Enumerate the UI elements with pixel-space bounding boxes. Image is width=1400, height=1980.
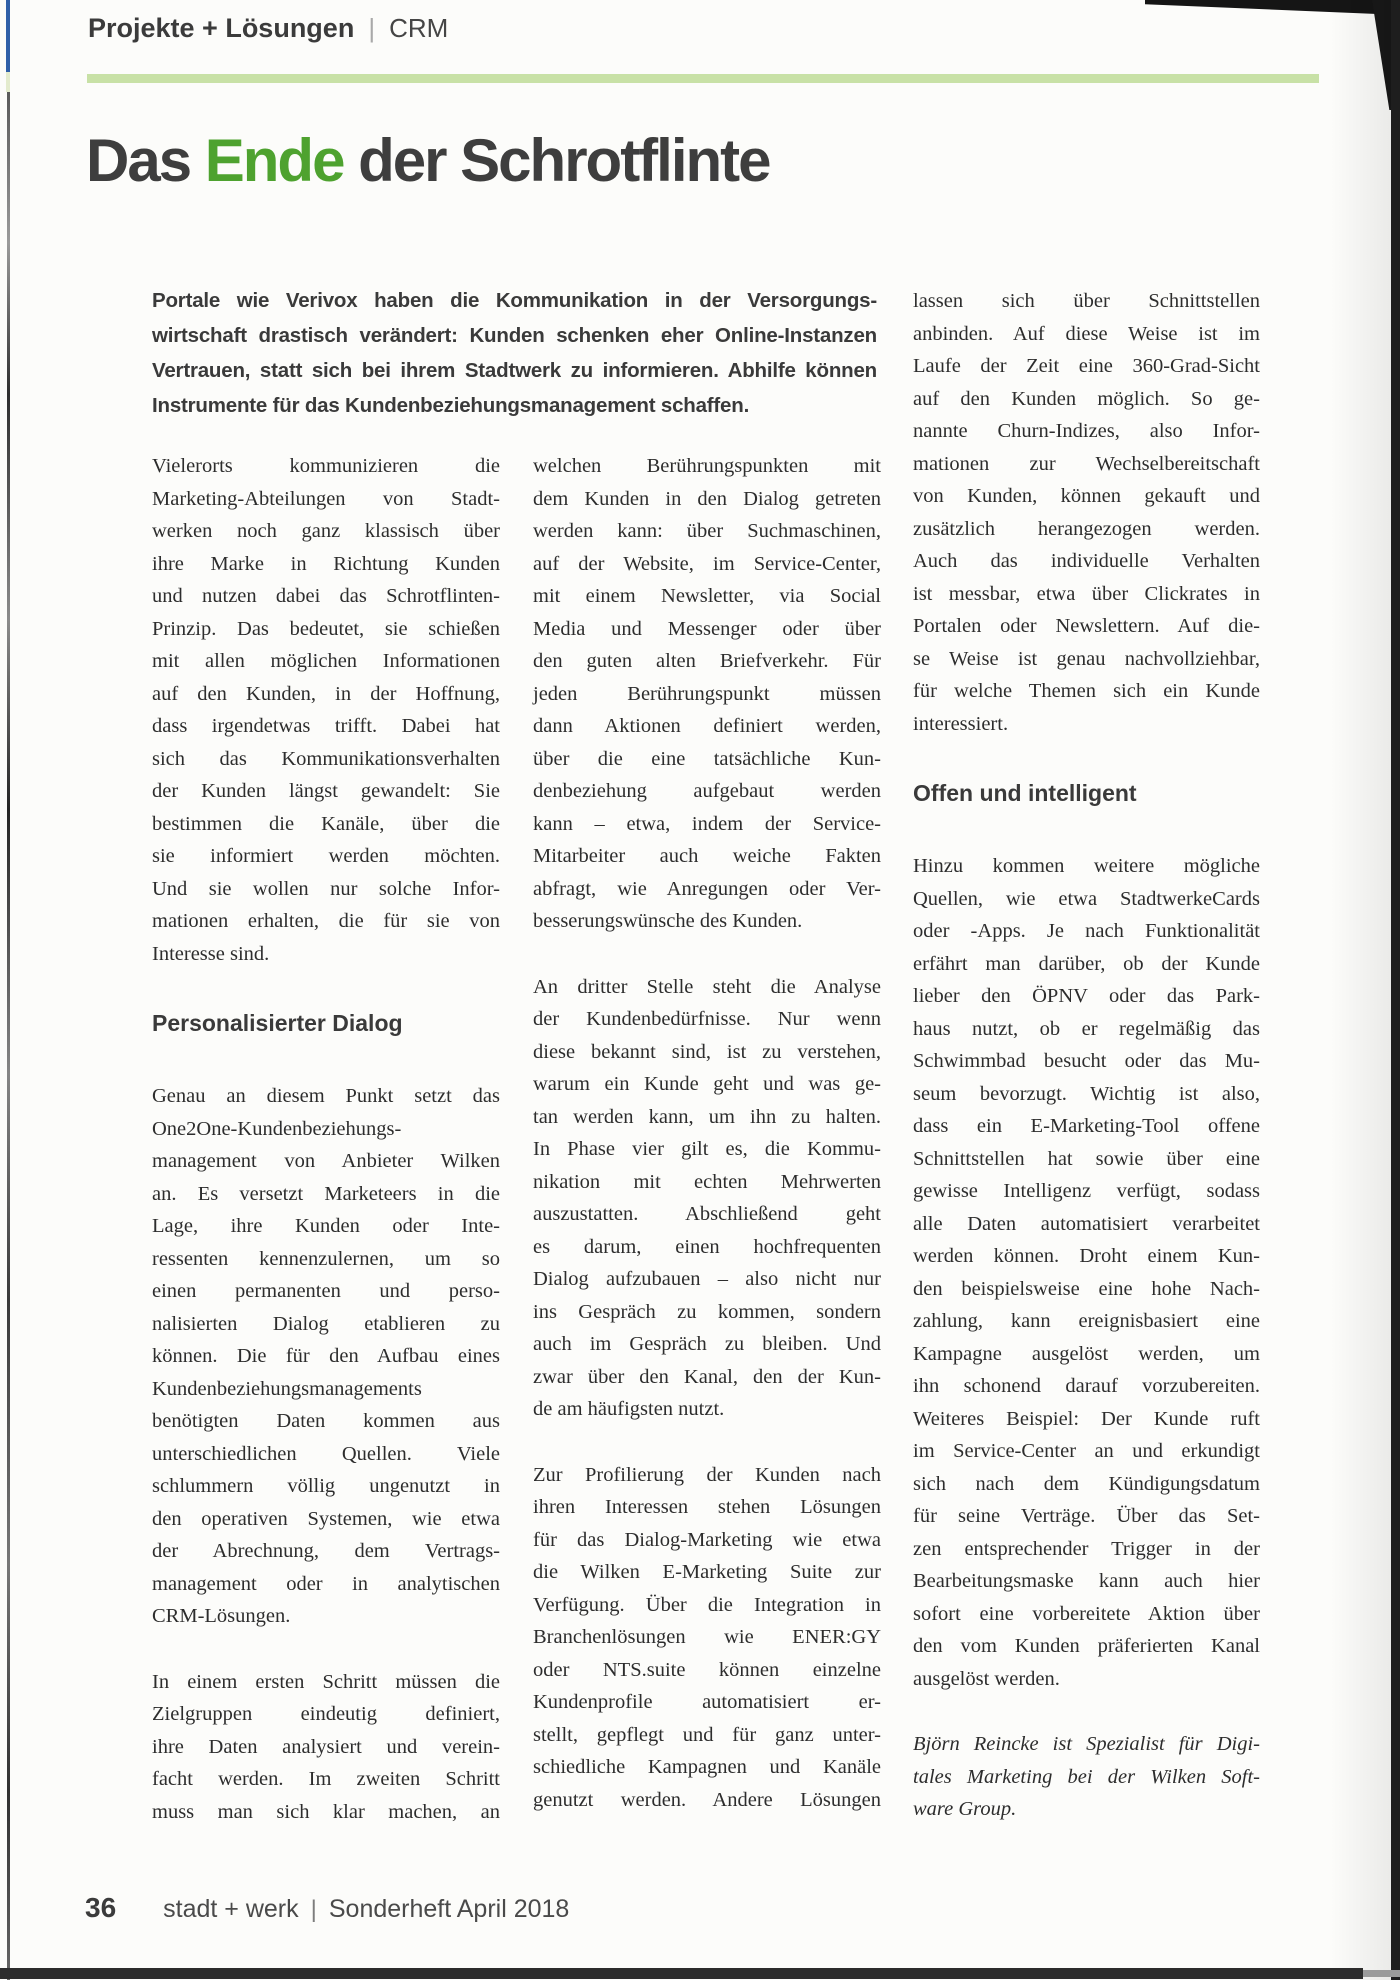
text-line: tales Marketing bei der Wilken Soft- [913, 1765, 1260, 1788]
text-line: denbeziehung aufgebaut werden [533, 780, 881, 802]
title-part-2: der Schrotflinte [343, 127, 770, 194]
scan-shadow-right-edge [1391, 0, 1400, 1980]
kicker-category-label: CRM [389, 13, 449, 43]
text-line: ist messbar, etwa über Clickrates in [913, 582, 1260, 605]
text-line: werden kann: über Suchmaschinen, [533, 520, 881, 542]
text-line: Quellen, wie etwa StadtwerkeCards [913, 887, 1260, 910]
text-line: können. Die für den Aufbau eines [152, 1345, 500, 1367]
text-line: mit einem Newsletter, via Social [533, 585, 881, 607]
text-line: Auch das individuelle Verhalten [913, 550, 1260, 572]
text-line: auf den Kunden, in der Hoffnung, [152, 682, 500, 705]
text-line: Genau an diesem Punkt setzt das [152, 1085, 500, 1107]
text-line: tan werden kann, um ihn zu halten. [533, 1105, 881, 1128]
paragraph [152, 1666, 500, 1829]
text-line: zahlung, kann ereignisbasiert eine [913, 1310, 1260, 1332]
section-kicker [88, 13, 448, 44]
author-credit [913, 1728, 1260, 1826]
text-line: mationen erhalten, die für sie von [152, 910, 500, 932]
text-column-2 [533, 450, 881, 1816]
text-line: werden können. Droht einem Kun- [913, 1245, 1260, 1267]
text-line: lieber den ÖPNV oder das Park- [913, 985, 1260, 1007]
text-line: für welche Themen sich ein Kunde [913, 680, 1260, 702]
text-line: dass ein E-Marketing-Tool offene [913, 1115, 1260, 1137]
text-line: muss man sich klar machen, an [152, 1800, 500, 1823]
text-line: Kampagne ausgelöst werden, um [913, 1342, 1260, 1365]
text-line: ihre Marke in Richtung Kunden [152, 552, 500, 575]
text-line: sie informiert werden möchten. [152, 845, 500, 867]
text-line: Interesse sind. [152, 942, 270, 965]
text-line: genutzt werden. Andere Lösungen [533, 1788, 881, 1811]
text-line: facht werden. Im zweiten Schritt [152, 1768, 500, 1790]
paragraph [533, 450, 881, 938]
text-line: CRM-Lösungen. [152, 1605, 291, 1627]
text-line: Zur Profilierung der Kunden nach [533, 1463, 881, 1486]
text-line: nikation mit echten Mehrwerten [533, 1170, 881, 1193]
text-line: an. Es versetzt Marketeers in die [152, 1182, 500, 1205]
text-line: zwar über den Kanal, den der Kun- [533, 1365, 881, 1388]
text-line: Zielgruppen eindeutig definiert, [152, 1703, 500, 1725]
text-line: der Abrechnung, dem Vertrags- [152, 1540, 500, 1562]
paragraph [913, 285, 1260, 740]
text-column-1 [152, 450, 500, 1828]
text-line: Björn Reincke ist Spezialist für Digi- [913, 1733, 1260, 1755]
kicker-separator: | [368, 13, 376, 43]
text-line: für das Dialog-Marketing wie etwa [533, 1528, 881, 1551]
text-line: ware Group. [913, 1798, 1017, 1820]
text-line: management oder in analytischen [152, 1572, 500, 1595]
text-line: diese bekannt sind, ist zu verstehen, [533, 1040, 881, 1063]
text-line: mationen zur Wechselbereitschaft [913, 452, 1260, 475]
text-line: ihn schonend darauf vorzubereiten. [913, 1375, 1260, 1397]
text-line: Laufe der Zeit eine 360-Grad-Sicht [913, 355, 1260, 377]
text-line: One2One-Kundenbeziehungs- [152, 1117, 402, 1140]
green-divider-rule [87, 74, 1319, 83]
text-line: zusätzlich herangezogen werden. [913, 517, 1260, 540]
text-line: den beispielsweise eine hohe Nach- [913, 1277, 1260, 1300]
text-line: Prinzip. Das bedeutet, sie schießen [152, 617, 500, 640]
text-line: sich das Kommunikationsverhalten [152, 747, 500, 770]
text-line: stellt, gepflegt und für ganz unter- [533, 1723, 881, 1746]
text-line: Vielerorts kommunizieren die [152, 455, 500, 477]
text-line: über die eine tatsächliche Kun- [533, 747, 881, 770]
text-column-3 [913, 285, 1260, 1826]
text-line: gewisse Intelligenz verfügt, sodass [913, 1180, 1260, 1202]
footer-separator: | [310, 1896, 317, 1923]
text-line: Kundenbeziehungsmanagements [152, 1377, 422, 1400]
text-line: Und sie wollen nur solche Infor- [152, 877, 500, 900]
text-line: Bearbeitungsmaske kann auch hier [913, 1570, 1260, 1592]
text-line: se Weise ist genau nachvollziehbar, [913, 647, 1260, 670]
text-line: Schwimmbad besucht oder das Mu- [913, 1050, 1260, 1072]
text-line: oder -Apps. Je nach Funktionalität [913, 920, 1260, 942]
text-line: im Service-Center an und erkundigt [913, 1440, 1260, 1462]
text-line: lassen sich über Schnittstellen [913, 290, 1260, 312]
scan-shadow-bottom-edge [0, 1968, 1363, 1979]
text-line: erfährt man darüber, ob der Kunde [913, 952, 1260, 975]
text-line: Weiteres Beispiel: Der Kunde ruft [913, 1407, 1260, 1430]
lead-paragraph [152, 283, 877, 423]
text-line: oder NTS.suite können einzelne [533, 1658, 881, 1681]
text-line: einen permanenten und perso- [152, 1280, 500, 1302]
text-line: kann – etwa, indem der Service- [533, 812, 881, 835]
text-line: schiedliche Kampagnen und Kanäle [533, 1756, 881, 1778]
text-line: haus nutzt, ob er regelmäßig das [913, 1017, 1260, 1040]
text-line: alle Daten automatisiert verarbeitet [913, 1212, 1260, 1235]
text-line: ins Gespräch zu kommen, sondern [533, 1300, 881, 1323]
text-line: Vertrauen, statt sich bei ihrem Stadtwerk zu informieren. Abhilfe können [152, 359, 877, 382]
text-line: welchen Berührungspunkten mit [533, 455, 881, 477]
text-line: interessiert. [913, 712, 1009, 735]
text-line: de am häufigsten nutzt. [533, 1398, 725, 1420]
kicker-section-label: Projekte + Lösungen [88, 13, 355, 43]
text-line: Media und Messenger oder über [533, 617, 881, 640]
text-line: es darum, einen hochfrequenten [533, 1235, 881, 1258]
text-line: auch im Gespräch zu bleiben. Und [533, 1333, 881, 1355]
text-line: Hinzu kommen weitere mögliche [913, 855, 1260, 877]
paragraph [152, 450, 500, 970]
page-curl-shading [1330, 0, 1391, 1980]
paragraph [533, 1459, 881, 1817]
text-line: ressenten kennenzulernen, um so [152, 1247, 500, 1270]
subheading: Offen und intelligent [913, 780, 1137, 806]
text-line: ihre Daten analysiert und verein- [152, 1735, 500, 1758]
text-line: jeden Berührungspunkt müssen [533, 682, 881, 705]
text-line: der Kunden längst gewandelt: Sie [152, 780, 500, 802]
text-line: In Phase vier gilt es, die Kommu- [533, 1138, 881, 1160]
text-line: warum ein Kunde geht und was ge- [533, 1073, 881, 1095]
title-highlight: Ende [204, 127, 344, 194]
text-line: werken noch ganz klassisch über [152, 520, 500, 542]
text-line: sofort eine vorbereitete Aktion über [913, 1602, 1260, 1625]
text-line: Marketing-Abteilungen von Stadt- [152, 487, 500, 510]
scan-edge-gray-line [7, 92, 10, 1980]
text-line: Kundenprofile automatisiert er- [533, 1691, 881, 1713]
text-line: Dialog aufzubauen – also nicht nur [533, 1268, 881, 1290]
text-line: Verfügung. Über die Integration in [533, 1593, 881, 1616]
text-line: Mitarbeiter auch weiche Fakten [533, 845, 881, 867]
text-line: Lage, ihre Kunden oder Inte- [152, 1215, 500, 1237]
text-line: dann Aktionen definiert werden, [533, 715, 881, 737]
text-line: management von Anbieter Wilken [152, 1150, 500, 1172]
text-line: auf der Website, im Service-Center, [533, 552, 881, 575]
text-line: unterschiedlichen Quellen. Viele [152, 1442, 500, 1465]
article-title [86, 126, 770, 195]
issue-label: Sonderheft April 2018 [328, 1895, 570, 1923]
text-line: dem Kunden in den Dialog getreten [533, 487, 881, 510]
title-part-1: Das [86, 127, 205, 194]
text-line: benötigten Daten kommen aus [152, 1410, 500, 1432]
text-line: der Kundenbedürfnisse. Nur wenn [533, 1008, 881, 1030]
paragraph [152, 1080, 500, 1633]
text-line: die Wilken E-Marketing Suite zur [533, 1561, 881, 1583]
text-line: den guten alten Briefverkehr. Für [533, 650, 881, 672]
text-line: auf den Kunden möglich. So ge- [913, 387, 1260, 410]
publication-name: stadt + werk [163, 1895, 299, 1923]
text-line: den vom Kunden präferierten Kanal [913, 1635, 1260, 1657]
subheading: Personalisierter Dialog [152, 1010, 403, 1036]
text-line: auszustatten. Abschließend geht [533, 1203, 881, 1225]
text-line: anbinden. Auf diese Weise ist im [913, 322, 1260, 345]
text-line: schlummern völlig ungenutzt in [152, 1475, 500, 1497]
text-line: besserungswünsche des Kunden. [533, 910, 803, 932]
page-footer [85, 1892, 569, 1924]
text-line: nalisierten Dialog etablieren zu [152, 1312, 500, 1335]
text-line: Schnittstellen hat sowie über eine [913, 1147, 1260, 1170]
paragraph [533, 971, 881, 1426]
text-line: Portalen oder Newslettern. Auf die- [913, 615, 1260, 637]
scan-edge-green-segment [6, 72, 10, 92]
text-line: abfragt, wie Anregungen oder Ver- [533, 877, 881, 900]
text-line: von Kunden, können gekauft und [913, 485, 1260, 507]
text-line: wirtschaft drastisch verändert: Kunden schenken eher Online-Instanzen [152, 324, 877, 347]
text-line: ihren Interessen stehen Lösungen [533, 1496, 881, 1518]
text-line: mit allen möglichen Informationen [152, 650, 500, 672]
text-line: seum bevorzugt. Wichtig ist also, [913, 1082, 1260, 1105]
text-line: für seine Verträge. Über das Set- [913, 1505, 1260, 1527]
scan-shadow-bottom-tail [1363, 1970, 1400, 1977]
text-line: zen entsprechender Trigger in der [913, 1537, 1260, 1560]
text-line: sich nach dem Kündigungsdatum [913, 1472, 1260, 1495]
text-line: und nutzen dabei das Schrotflinten- [152, 585, 500, 607]
text-line: bestimmen die Kanäle, über die [152, 812, 500, 835]
page-number: 36 [85, 1892, 117, 1923]
scan-edge-blue-line [6, 0, 10, 72]
text-line: In einem ersten Schritt müssen die [152, 1670, 500, 1693]
text-line: Portale wie Verivox haben die Kommunikation in der Versorgungs- [152, 289, 877, 312]
text-line: ausgelöst werden. [913, 1667, 1060, 1690]
text-line: den operativen Systemen, wie etwa [152, 1507, 500, 1530]
text-line: Branchenlösungen wie ENER:GY [533, 1626, 881, 1648]
paragraph [913, 850, 1260, 1695]
text-line: Instrumente für das Kundenbeziehungsmanagement schaffen. [152, 394, 750, 417]
text-line: dass irgendetwas trifft. Dabei hat [152, 715, 500, 737]
text-line: nannte Churn-Indizes, also Infor- [913, 420, 1260, 442]
text-line: An dritter Stelle steht die Analyse [533, 975, 881, 998]
